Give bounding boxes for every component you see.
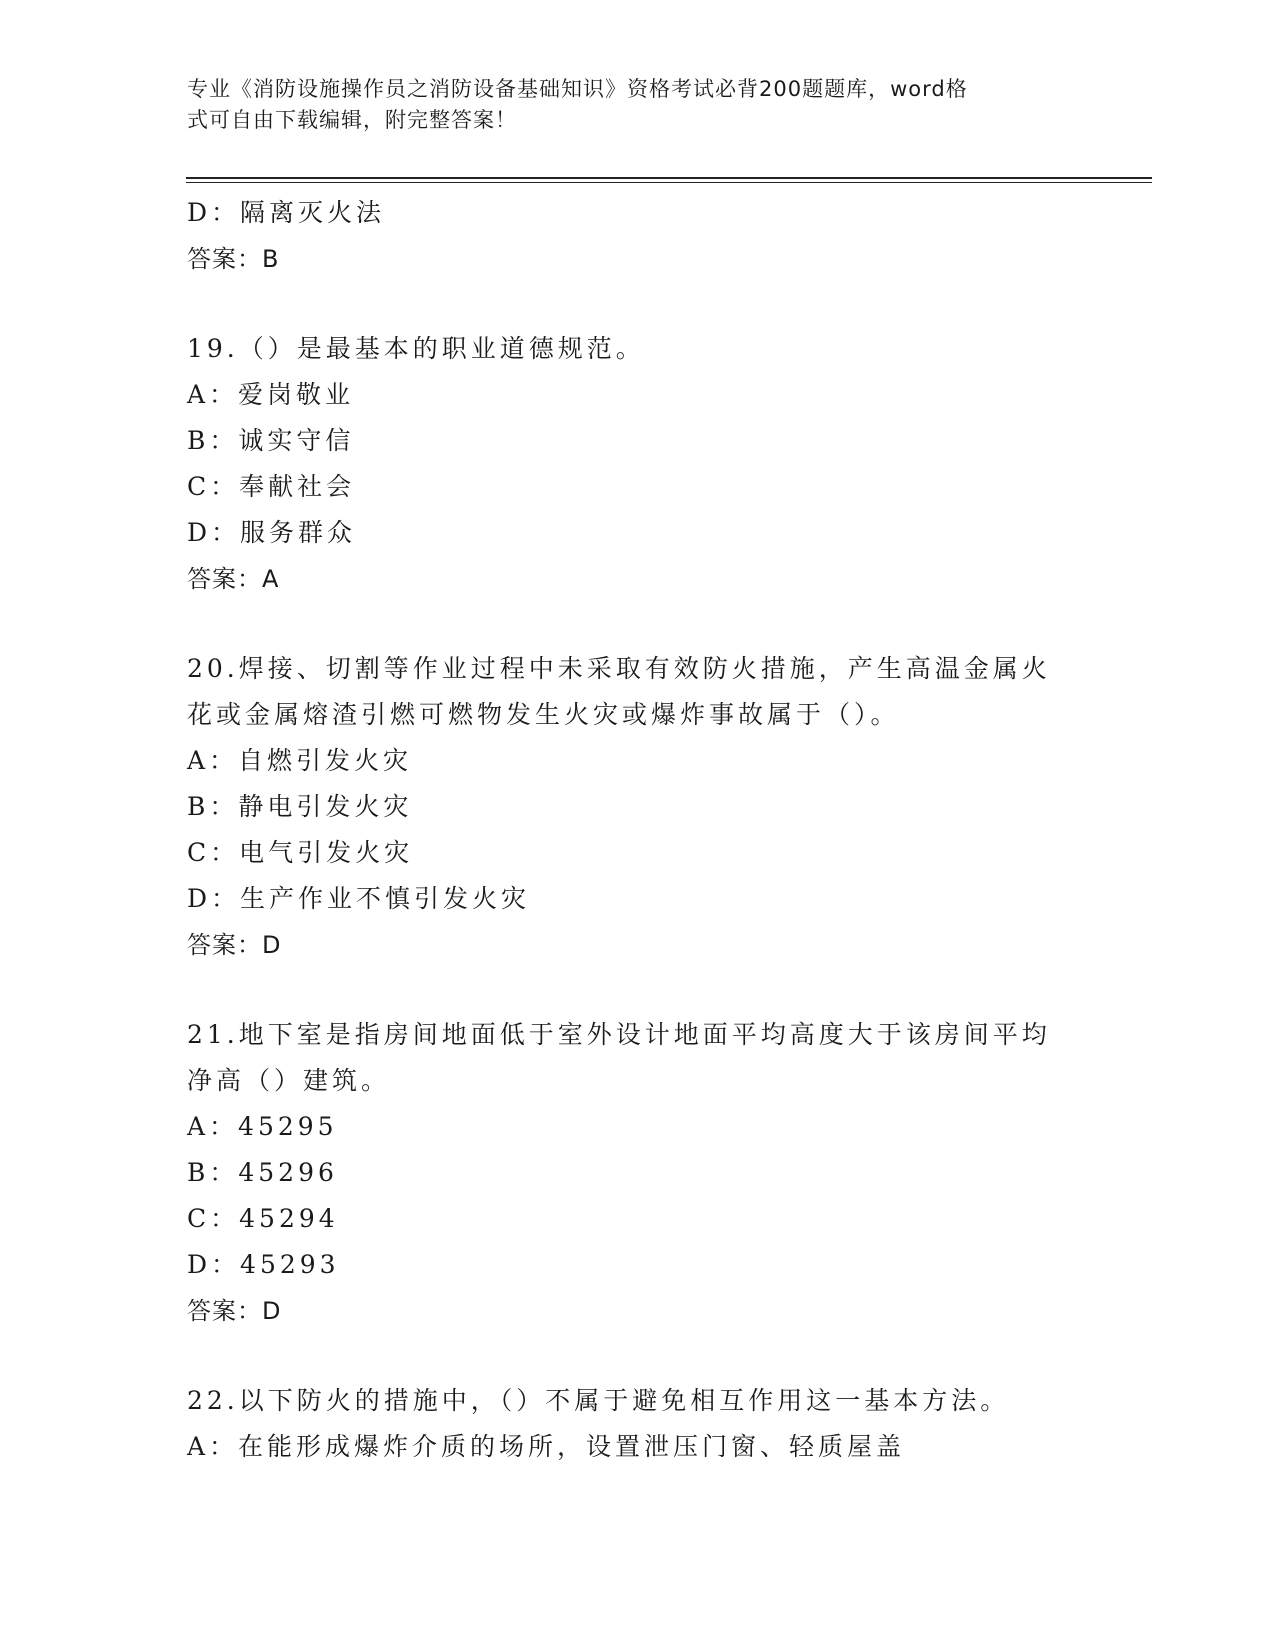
option-d: D：45293 (187, 1250, 340, 1279)
option-b: B：45296 (187, 1158, 338, 1187)
question-text: 20.焊接、切割等作业过程中未采取有效防火措施，产生高温金属火花或金属熔渣引燃可燃物发生火灾或爆炸事故属于（）。 (187, 654, 1051, 729)
option-d: D：服务群众 (187, 518, 357, 547)
header-divider-thin (186, 182, 1152, 183)
option-c: C：45294 (187, 1204, 339, 1233)
option-a: A：45295 (187, 1112, 338, 1141)
question-19 (187, 326, 1087, 602)
question-22 (187, 1378, 1087, 1470)
header-line-1: 专业《消防设施操作员之消防设备基础知识》资格考试必背200题题库，word格 (187, 77, 968, 101)
option-c: C：奉献社会 (187, 472, 356, 501)
question-21 (187, 1012, 1087, 1334)
option-b: B：静电引发火灾 (187, 792, 413, 821)
document-header (187, 74, 1067, 136)
option-c: C：电气引发火灾 (187, 838, 414, 867)
question-text: 22.以下防火的措施中，（）不属于避免相互作用这一基本方法。 (187, 1386, 1010, 1415)
question-text: 19.（）是最基本的职业道德规范。 (187, 334, 645, 363)
option-a: A：自燃引发火灾 (187, 746, 413, 775)
header-line-2: 式可自由下载编辑，附完整答案！ (187, 108, 517, 132)
question-20 (187, 646, 1087, 968)
option-b: B：诚实守信 (187, 426, 355, 455)
answer: 答案：B (187, 245, 280, 273)
answer: 答案：A (187, 565, 280, 593)
option-a: A：爱岗敬业 (187, 380, 355, 409)
header-divider-thick (186, 177, 1152, 179)
option-a: A：在能形成爆炸介质的场所，设置泄压门窗、轻质屋盖 (187, 1432, 906, 1461)
answer: 答案：D (187, 931, 282, 959)
question-list (187, 190, 1087, 1470)
option-d: D：生产作业不慎引发火灾 (187, 884, 531, 913)
answer: 答案：D (187, 1297, 282, 1325)
question-text: 21.地下室是指房间地面低于室外设计地面平均高度大于该房间平均净高（）建筑。 (187, 1020, 1051, 1095)
option-d: D：隔离灭火法 (187, 198, 386, 227)
